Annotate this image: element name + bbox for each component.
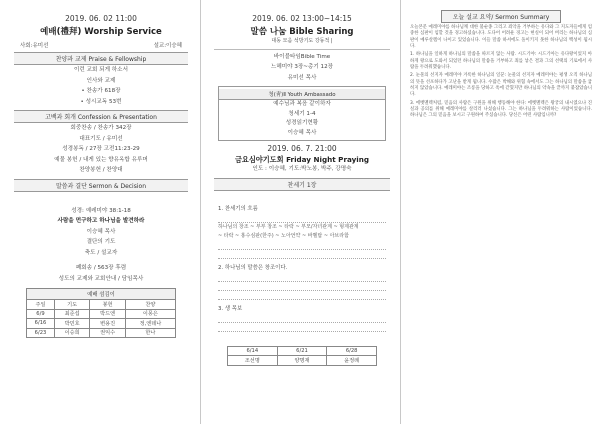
youth-line: 이승혜 목사 bbox=[287, 129, 317, 136]
preacher: 설교:이승혜 bbox=[153, 43, 182, 49]
sermon-scripture: 성경: 예레미야 38:1-18 bbox=[71, 207, 131, 214]
table-cell: 이승희 bbox=[54, 328, 89, 338]
summary-column bbox=[400, 0, 600, 424]
sharing-line: 바이블타임Bible Time bbox=[273, 53, 331, 60]
table-cell: 정,엔데나 bbox=[125, 319, 175, 329]
praise-line: • 찬송가 618장 bbox=[81, 88, 121, 94]
table-cell: 박민호 bbox=[54, 319, 89, 329]
item3-title: 3. 생 목보 bbox=[218, 305, 243, 312]
item1-title: 1. 찬세기의 흐름 bbox=[218, 205, 258, 212]
sermon-title: 사람을 먼구하고 하나님을 발견하라 bbox=[57, 218, 145, 224]
closing-line: 성도의 교제와 교회안내 / 담임목사 bbox=[58, 275, 144, 282]
table-row bbox=[27, 328, 176, 338]
sermon-line: 결단의 기도 bbox=[86, 239, 116, 245]
table-cell: 윤정례 bbox=[327, 356, 377, 366]
table-cell: 6/16 bbox=[27, 319, 55, 329]
praise-line: • 성시교독 53번 bbox=[80, 98, 122, 105]
table-cell: 6/28 bbox=[327, 346, 377, 356]
youth-line: 청세기 1-4 bbox=[288, 110, 316, 117]
table-cell: 봉헌 bbox=[90, 300, 125, 310]
table-cell: 6/23 bbox=[27, 328, 55, 338]
sharing-line: 유미선 목사 bbox=[287, 74, 317, 81]
youth-line: 성경읽기현황 bbox=[285, 120, 319, 126]
summary-paragraph: 오늘본문 예레미야를 하나님께 대한 불순종 그리고 죄악을 거부하는 유다와 그 지도자들에게 엄중한 심판이 임할 것을 경고하셨습니다. 도다어 어려운 경고는 현실이 되어 버리는 하나님의 심판이 예루살렘이 나이고 있었습니다. 이들 말씀 하셔에도 돌이키지 못한 하나님의 백성이 됩시다. bbox=[410, 25, 592, 50]
sermon-line: 축도 / 설교자 bbox=[84, 249, 118, 256]
table-cell: 6/14 bbox=[228, 346, 278, 356]
table-row bbox=[228, 356, 377, 366]
table-row bbox=[27, 300, 176, 310]
table-cell: 한나 bbox=[125, 328, 175, 338]
table-cell: 최준섭 bbox=[54, 309, 89, 319]
table-row bbox=[27, 319, 176, 329]
table-cell: 권익수 bbox=[90, 328, 125, 338]
confession-line: 회중찬송 / 찬송가 342장 bbox=[70, 125, 132, 131]
table-cell: 6/21 bbox=[277, 346, 327, 356]
table-cell: 기도 bbox=[54, 300, 89, 310]
item1-line: ~ 타락 ~ 홍수심판(한주) ~ 노아언약 ~ 바벨탑 ~ 아브라함 bbox=[218, 232, 349, 239]
table-cell: 조선명 bbox=[228, 356, 278, 366]
sermon-line: 이승혜 목사 bbox=[86, 228, 116, 235]
table-row bbox=[228, 346, 377, 356]
sharing-date: 2019. 06. 02 13:00~14:15 bbox=[252, 14, 352, 23]
worship-meta bbox=[14, 37, 188, 49]
confession-line: 대표기도 / 유미선 bbox=[79, 135, 123, 142]
table-cell: 찬양 bbox=[125, 300, 175, 310]
table-cell: 6/9 bbox=[27, 309, 55, 319]
item1-line: 하나님의 창조 ~ 부부 창조 ~ 타락 ~ 부모/자녀관계 ~ 형제관계 bbox=[218, 223, 359, 230]
youth-box bbox=[218, 86, 386, 141]
summary-paragraph: 2. 눈물의 선지자 예레미야 겨룩한 하나님의 일꾼: 눈물의 선지자 예레미야는 평생 오직 하나님의 뜻을 선포하다가 고난을 받게 됩니다. 수많은 박해와 위협 속에서도 그는 하나님의 말씀을 굽히지 않았습니다. 예레미야는 조롱을 당하고 옥에 갇혔지만 하나님의 약속을 끝까지 붙잡았습니다. bbox=[410, 73, 592, 98]
youth-box-head: 청(靑)Ⅱ Youth Ambassado bbox=[219, 89, 385, 100]
prayer-date: 2019. 06. 7. 21:00 bbox=[267, 144, 337, 153]
summary-title: 오늘 설교 요약/ Sermon Summary bbox=[441, 10, 561, 23]
table-cell: 이몽은 bbox=[125, 309, 175, 319]
table-cell: 변용진 bbox=[90, 319, 125, 329]
confession-header: 고백과 회개 Confession & Presentation bbox=[14, 110, 188, 123]
praise-line: 인사와 교제 bbox=[86, 77, 116, 84]
praise-line: 이런 교회 되게 하소서 bbox=[74, 67, 128, 73]
confession-line: 찬양봉헌 / 찬양대 bbox=[79, 167, 123, 173]
worship-date: 2019. 06. 02 11:00 bbox=[65, 14, 137, 23]
table-row bbox=[27, 309, 176, 319]
table-cell: 주일 bbox=[27, 300, 55, 310]
item2-title: 2. 하나님의 말씀은 창조이다. bbox=[218, 264, 288, 271]
worship-column bbox=[0, 0, 200, 424]
sharing-line: 느헤미야 3장~총기 12장 bbox=[270, 64, 334, 70]
servers-table bbox=[26, 299, 176, 338]
sharing-column bbox=[200, 0, 400, 424]
sharing-title: 말씀 나눔 Bible Sharing bbox=[250, 27, 354, 37]
presider: 사회:유미선 bbox=[20, 43, 49, 49]
closing-line: 폐회송 / 563장 후렴 bbox=[75, 265, 127, 271]
summary-paragraph: 1. 하나님을 일하게 하나님의 말씀을 따르지 않는 사람. 시드기야: 시드기아는 유다왕이었지 아하게 왕으로 도와서 되었던 하나님의 말씀을 거부하고 죄를 낳은 결과 그의 선택의 기로에서 사람을 두려워했습니다. bbox=[410, 52, 592, 71]
sermon-header: 말씀과 결단 Sermon & Decision bbox=[14, 179, 188, 192]
summary-paragraph: 3. 에벳멜렉처럼, 믿음의 사람은 구원을 위해 행동해야 한다: 에벳멜렉은 왕궁의 내시였으나 진실과 공의를 위해 예레미야를 살리러 나섰습니다. 그는 하나님을 두려워하는 사람이었습니다. 하나님은 그의 믿음을 보시고 구원하여 주셨습니다. 당신은 어떤 사람입니까? bbox=[410, 100, 592, 119]
confession-line: 예물 봉헌 / 내게 있는 향유옥합 유루머 bbox=[54, 156, 148, 163]
praise-header: 찬양과 교제 Praise & Fellowship bbox=[14, 52, 188, 65]
prayer-servers-table bbox=[227, 346, 377, 366]
youth-line: 예수님과 복음 같이하자 bbox=[273, 101, 331, 107]
prayer-sub: 인도 : 이승혜, 기도:박노봉, 박주, 강명숙 bbox=[252, 166, 352, 172]
servers-table-title: 예배 섬김이 bbox=[26, 288, 176, 299]
prayer-title: 금요심야기도회 Friday Night Praying bbox=[234, 155, 370, 164]
confession-line: 성경봉독 / 27장 고전11:23-29 bbox=[62, 146, 140, 152]
table-cell: 양명재 bbox=[277, 356, 327, 366]
table-cell: 박드엔 bbox=[90, 309, 125, 319]
worship-title: 예배(禮拜) Worship Service bbox=[40, 27, 162, 37]
sharing-sub: 대동 모음 석방기도 강동적 | bbox=[271, 38, 333, 44]
prayer-header: 찬세기 1장 bbox=[214, 178, 390, 191]
